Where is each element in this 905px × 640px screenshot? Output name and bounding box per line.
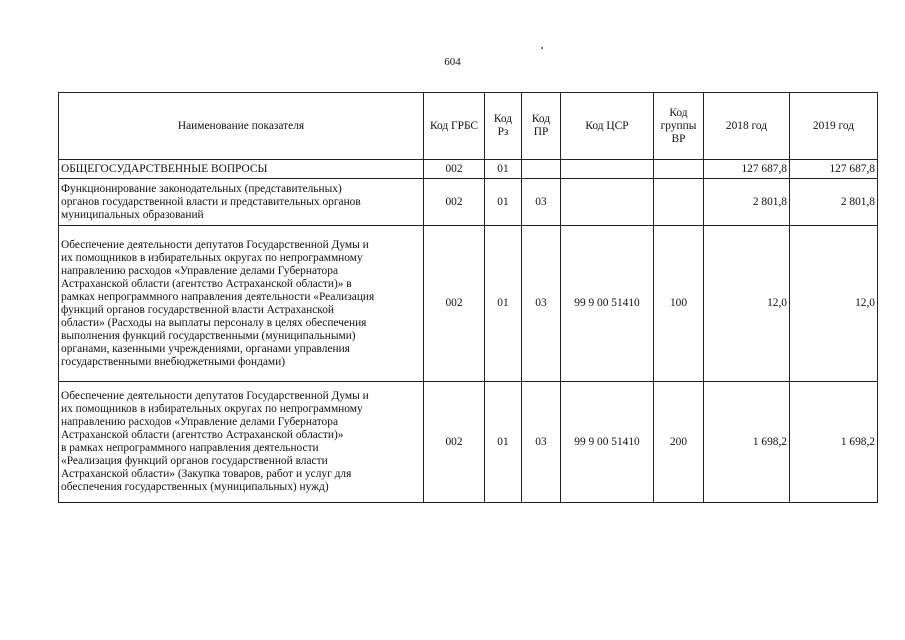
budget-table (58, 92, 878, 503)
row-pr: 03 (522, 179, 561, 226)
row-vr: 200 (654, 382, 704, 503)
row-name: ОБЩЕГОСУДАРСТВЕННЫЕ ВОПРОСЫ (59, 160, 424, 179)
page-number: 604 (444, 56, 461, 68)
row-rz: 01 (485, 226, 522, 382)
row-grbs: 002 (424, 382, 485, 503)
table-row (59, 382, 878, 503)
header-csr: Код ЦСР (561, 93, 654, 160)
row-csr (561, 160, 654, 179)
row-csr: 99 9 00 51410 (561, 382, 654, 503)
row-2019: 2 801,8 (790, 179, 878, 226)
row-2018: 2 801,8 (704, 179, 790, 226)
row-rz: 01 (485, 179, 522, 226)
row-rz: 01 (485, 160, 522, 179)
table-row (59, 226, 878, 382)
row-csr (561, 179, 654, 226)
row-vr (654, 160, 704, 179)
row-pr (522, 160, 561, 179)
row-pr: 03 (522, 226, 561, 382)
row-grbs: 002 (424, 179, 485, 226)
header-pr: Код ПР (522, 93, 561, 160)
header-grbs: Код ГРБС (424, 93, 485, 160)
row-rz: 01 (485, 382, 522, 503)
row-pr: 03 (522, 382, 561, 503)
row-name: Обеспечение деятельности депутатов Государственной Думы и их помощников в избирательных округах по непрограммному направлению расходов «Управление делами Губернатора Астраханской области (агентство Астраханской области)» в рамках непрограммного направления деятельности «Реализация функций органов государственной власти Астраханской области» (Закупка товаров, работ и услуг для обеспечения государственных (муниципальных) нужд) (59, 382, 424, 503)
row-vr (654, 179, 704, 226)
row-2019: 1 698,2 (790, 382, 878, 503)
row-2018: 1 698,2 (704, 382, 790, 503)
header-rz: Код Рз (485, 93, 522, 160)
row-2018: 12,0 (704, 226, 790, 382)
row-2019: 12,0 (790, 226, 878, 382)
header-vr: Код группы ВР (654, 93, 704, 160)
row-grbs: 002 (424, 160, 485, 179)
table-row (59, 160, 878, 179)
table-header-row (59, 93, 878, 160)
scan-speck (541, 47, 543, 49)
row-grbs: 002 (424, 226, 485, 382)
row-name: Функционирование законодательных (представительных) органов государственной власти и представительных органов муниципальных образований (59, 179, 424, 226)
row-2019: 127 687,8 (790, 160, 878, 179)
row-name: Обеспечение деятельности депутатов Государственной Думы и их помощников в избирательных округах по непрограммному направлению расходов «Управление делами Губернатора Астраханской области (агентство Астраханской области)» в рамках непрограммного направления деятельности «Реализация функций органов государственной власти Астраханской области» (Расходы на выплаты персоналу в целях обеспечения выполнения функций государственными (муниципальными) органами, казенными учреждениями, органами управления государственными внебюджетными фондами) (59, 226, 424, 382)
header-2019: 2019 год (790, 93, 878, 160)
table-row (59, 179, 878, 226)
header-name: Наименование показателя (59, 93, 424, 160)
row-2018: 127 687,8 (704, 160, 790, 179)
header-2018: 2018 год (704, 93, 790, 160)
row-vr: 100 (654, 226, 704, 382)
row-csr: 99 9 00 51410 (561, 226, 654, 382)
